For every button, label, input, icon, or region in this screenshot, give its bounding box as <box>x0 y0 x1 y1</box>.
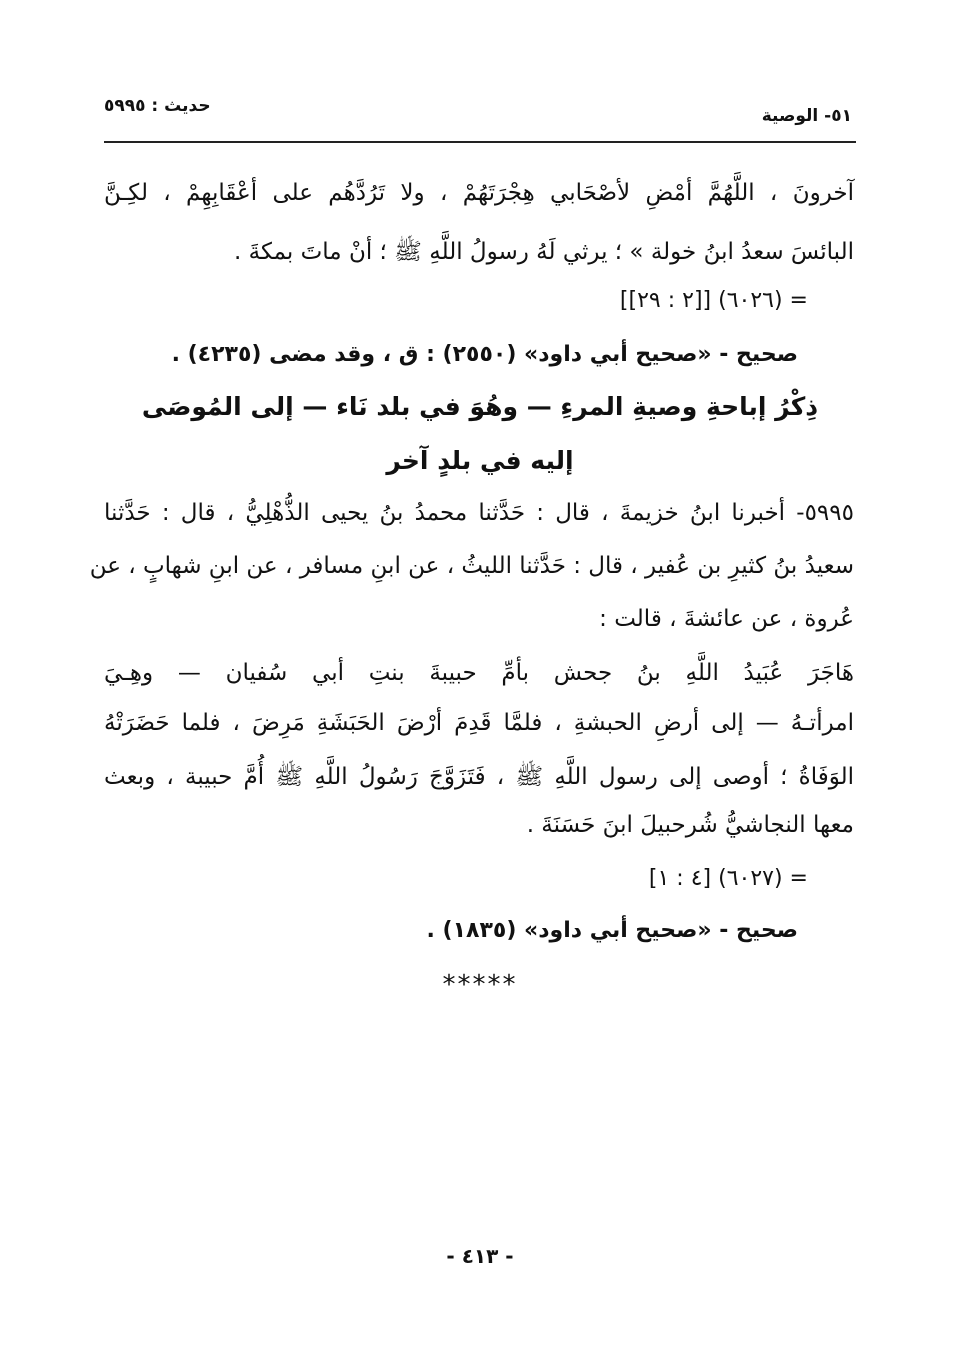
running-header-hadith-number: حديث : ٥٩٩٥ <box>104 96 211 116</box>
matn-line: هَاجَرَ عُبَيدُ اللَّهِ بنُ جحش بأمِّ حبيبةَ بنتِ أبي سُفيان — وهِـيَ <box>104 660 854 686</box>
hadith-reference: = (٦٠٢٧) [٤ : ١] <box>648 866 808 891</box>
passage-line: البائسَ سعدُ ابنُ خولة » ؛ يرثي لَهُ رسولُ اللَّهِ ﷺ ؛ أنْ ماتَ بمكةَ . <box>233 239 854 265</box>
passage-reference: = (٦٠٢٦) [[٢ : ٢٩]] <box>619 288 808 313</box>
hadith-grade: صحيح - «صحيح أبي داود» (١٨٣٥) . <box>426 918 798 943</box>
running-header-chapter: ٥١- الوصية <box>761 106 852 126</box>
isnad-line: عُروة ، عن عائشةَ ، قالت : <box>599 606 854 632</box>
passage-grade: صحيح - «صحيح أبي داود» (٢٥٥٠) : ق ، وقد مضى (٤٢٣٥) . <box>171 342 798 367</box>
matn-line: امرأتـهُ — إلى أرضِ الحبشةِ ، فلمَّا قَدِمَ أرْضَ الحَبَشَةِ مَرِضَ ، فلما حَضَرَتْهُ <box>104 710 854 736</box>
header-rule <box>104 141 856 143</box>
page-number: - ٤١٣ - <box>446 1244 514 1268</box>
isnad-line: ٥٩٩٥- أخبرنا ابنُ خزيمةَ ، قال : حَدَّثنا محمدُ بنُ يحيى الذُّهْلِيُّ ، قال : حَدَّثنا <box>104 500 854 526</box>
section-heading-line-2: إليه في بلدٍ آخر <box>386 446 574 475</box>
matn-line: الوَفَاةُ ؛ أوصى إلى رسول اللَّهِ ﷺ ، فَتَزَوَّجَ رَسُولُ اللَّهِ ﷺ أُمَّ حبيبة ، وبعث <box>104 764 854 790</box>
section-heading-line-1: ذِكْرُ إباحةِ وصيةِ المرءِ — وهُوَ في بلد نَاء — إلى المُوصَى <box>141 392 819 421</box>
section-separator: ***** <box>442 970 518 1000</box>
matn-line: معها النجاشيُّ شُرحبيلَ ابنَ حَسَنَةَ . <box>526 812 854 838</box>
isnad-line: سعيدُ بنُ كثيرِ بن عُفير ، قال : حَدَّثنا الليثُ ، عن ابنِ مسافر ، عن ابنِ شهابٍ ، عن <box>89 553 854 579</box>
passage-line: آخرونَ ، اللَّهُمَّ أمْضِ لأصْحَابي هِجْرَتَهُمْ ، ولا تَرُدَّهُم على أعْقَابِهِمْ ، لكِـنَّ <box>104 180 854 206</box>
